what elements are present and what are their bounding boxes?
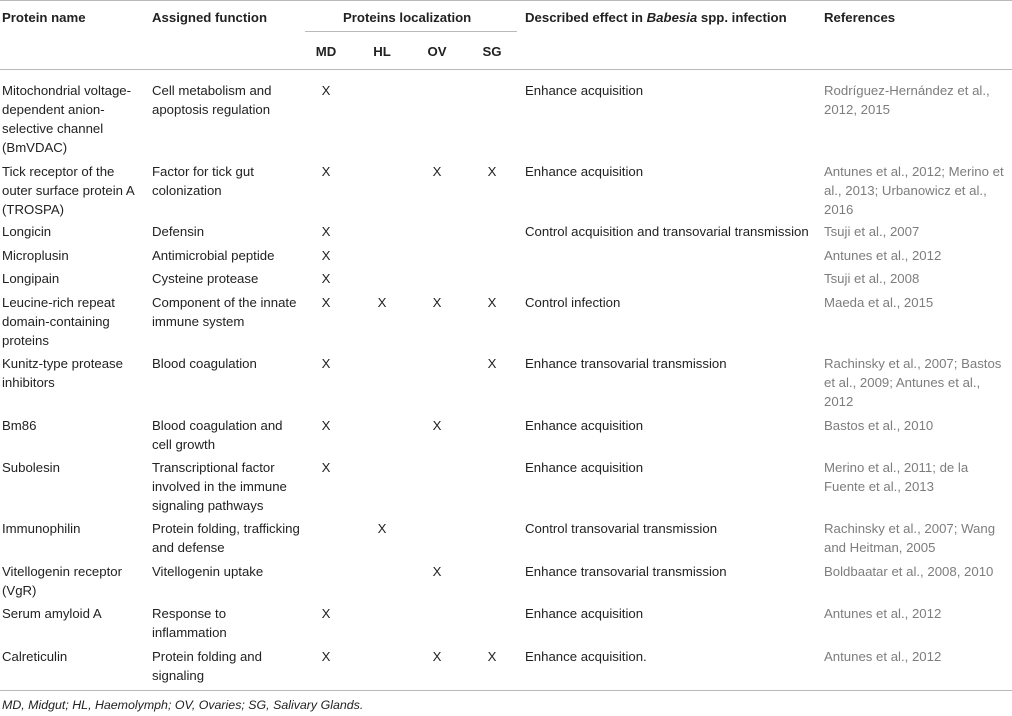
assigned-function-cell: Protein folding, trafficking and defense bbox=[152, 521, 300, 555]
md-mark-cell: X bbox=[321, 606, 331, 621]
header-assigned-function: Assigned function bbox=[152, 10, 268, 25]
described-effect-cell: Enhance transovarial transmission bbox=[525, 564, 727, 579]
protein-name-cell: Longicin bbox=[2, 224, 52, 239]
protein-name-cell: Subolesin bbox=[2, 460, 60, 475]
md-mark-cell: X bbox=[321, 460, 331, 475]
protein-name-cell: Microplusin bbox=[2, 248, 69, 263]
references-cell: Rachinsky et al., 2007; Wang and Heitman, 2005 bbox=[824, 521, 996, 555]
subheader-md: MD bbox=[315, 44, 337, 59]
protein-name-cell: Longipain bbox=[2, 271, 60, 286]
described-effect-cell: Enhance transovarial transmission bbox=[525, 356, 727, 371]
md-mark-cell: X bbox=[321, 649, 331, 664]
table-bottom-rule bbox=[0, 690, 1012, 691]
described-effect-cell: Enhance acquisition bbox=[525, 164, 644, 179]
described-effect-cell: Enhance acquisition bbox=[525, 418, 644, 433]
md-mark-cell: X bbox=[321, 164, 331, 179]
references-cell: Antunes et al., 2012 bbox=[824, 606, 942, 621]
protein-name-cell: Kunitz-type protease inhibitors bbox=[2, 356, 123, 390]
assigned-function-cell: Response to inflammation bbox=[152, 606, 227, 640]
header-proteins-localization: Proteins localization bbox=[343, 10, 472, 25]
references-cell: Bastos et al., 2010 bbox=[824, 418, 934, 433]
sg-mark-cell: X bbox=[487, 356, 497, 371]
references-cell: Maeda et al., 2015 bbox=[824, 295, 934, 310]
hl-mark-cell: X bbox=[377, 295, 387, 310]
references-cell: Rachinsky et al., 2007; Bastos et al., 2009; Antunes et al., 2012 bbox=[824, 356, 1002, 409]
assigned-function-cell: Vitellogenin uptake bbox=[152, 564, 264, 579]
assigned-function-cell: Blood coagulation bbox=[152, 356, 257, 371]
assigned-function-cell: Factor for tick gut colonization bbox=[152, 164, 254, 198]
ov-mark-cell: X bbox=[432, 649, 442, 664]
hl-mark-cell: X bbox=[377, 521, 387, 536]
protein-name-cell: Mitochondrial voltage-dependent anion-selective channel (BmVDAC) bbox=[2, 83, 132, 155]
sg-mark-cell: X bbox=[487, 649, 497, 664]
references-cell: Merino et al., 2011; de la Fuente et al., 2013 bbox=[824, 460, 969, 494]
protein-name-cell: Tick receptor of the outer surface protein A (TROSPA) bbox=[2, 164, 134, 217]
references-cell: Boldbaatar et al., 2008, 2010 bbox=[824, 564, 994, 579]
ov-mark-cell: X bbox=[432, 164, 442, 179]
table-footnote: MD, Midgut; HL, Haemolymph; OV, Ovaries; SG, Salivary Glands. bbox=[2, 698, 364, 712]
protein-name-cell: Leucine-rich repeat domain-containing proteins bbox=[2, 295, 115, 348]
header-described-effect bbox=[525, 9, 787, 27]
protein-name-cell: Vitellogenin receptor (VgR) bbox=[2, 564, 122, 598]
assigned-function-cell: Cell metabolism and apoptosis regulation bbox=[152, 83, 272, 117]
localization-subrule bbox=[305, 31, 517, 32]
subheader-hl: HL bbox=[373, 44, 391, 59]
references-cell: Antunes et al., 2012; Merino et al., 2013; Urbanowicz et al., 2016 bbox=[824, 164, 1004, 217]
header-effect-prefix: Described effect in bbox=[525, 10, 647, 25]
described-effect-cell: Enhance acquisition bbox=[525, 460, 644, 475]
assigned-function-cell: Antimicrobial peptide bbox=[152, 248, 275, 263]
md-mark-cell: X bbox=[321, 418, 331, 433]
assigned-function-cell: Component of the innate immune system bbox=[152, 295, 297, 329]
header-bottom-rule bbox=[0, 69, 1012, 70]
assigned-function-cell: Protein folding and signaling bbox=[152, 649, 262, 683]
header-references: References bbox=[824, 10, 896, 25]
described-effect-cell: Enhance acquisition. bbox=[525, 649, 647, 664]
ov-mark-cell: X bbox=[432, 295, 442, 310]
references-cell: Antunes et al., 2012 bbox=[824, 649, 942, 664]
header-effect-italic: Babesia bbox=[646, 10, 698, 25]
described-effect-cell: Enhance acquisition bbox=[525, 606, 644, 621]
references-cell: Tsuji et al., 2007 bbox=[824, 224, 920, 239]
protein-name-cell: Serum amyloid A bbox=[2, 606, 102, 621]
described-effect-cell: Control acquisition and transovarial transmission bbox=[525, 224, 809, 239]
sg-mark-cell: X bbox=[487, 295, 497, 310]
protein-name-cell: Bm86 bbox=[2, 418, 37, 433]
md-mark-cell: X bbox=[321, 356, 331, 371]
assigned-function-cell: Transcriptional factor involved in the immune signaling pathways bbox=[152, 460, 287, 513]
assigned-function-cell: Cysteine protease bbox=[152, 271, 259, 286]
header-protein-name: Protein name bbox=[2, 10, 86, 25]
assigned-function-cell: Blood coagulation and cell growth bbox=[152, 418, 283, 452]
md-mark-cell: X bbox=[321, 83, 331, 98]
references-cell: Tsuji et al., 2008 bbox=[824, 271, 920, 286]
references-cell: Antunes et al., 2012 bbox=[824, 248, 942, 263]
described-effect-cell: Control infection bbox=[525, 295, 621, 310]
md-mark-cell: X bbox=[321, 248, 331, 263]
md-mark-cell: X bbox=[321, 224, 331, 239]
md-mark-cell: X bbox=[321, 295, 331, 310]
described-effect-cell: Control transovarial transmission bbox=[525, 521, 718, 536]
protein-name-cell: Calreticulin bbox=[2, 649, 68, 664]
subheader-ov: OV bbox=[427, 44, 447, 59]
md-mark-cell: X bbox=[321, 271, 331, 286]
header-effect-suffix: spp. infection bbox=[697, 10, 787, 25]
sg-mark-cell: X bbox=[487, 164, 497, 179]
assigned-function-cell: Defensin bbox=[152, 224, 205, 239]
protein-name-cell: Immunophilin bbox=[2, 521, 81, 536]
ov-mark-cell: X bbox=[432, 418, 442, 433]
described-effect-cell: Enhance acquisition bbox=[525, 83, 644, 98]
references-cell: Rodríguez-Hernández et al., 2012, 2015 bbox=[824, 83, 990, 117]
subheader-sg: SG bbox=[482, 44, 502, 59]
ov-mark-cell: X bbox=[432, 564, 442, 579]
table-top-rule bbox=[0, 0, 1012, 1]
